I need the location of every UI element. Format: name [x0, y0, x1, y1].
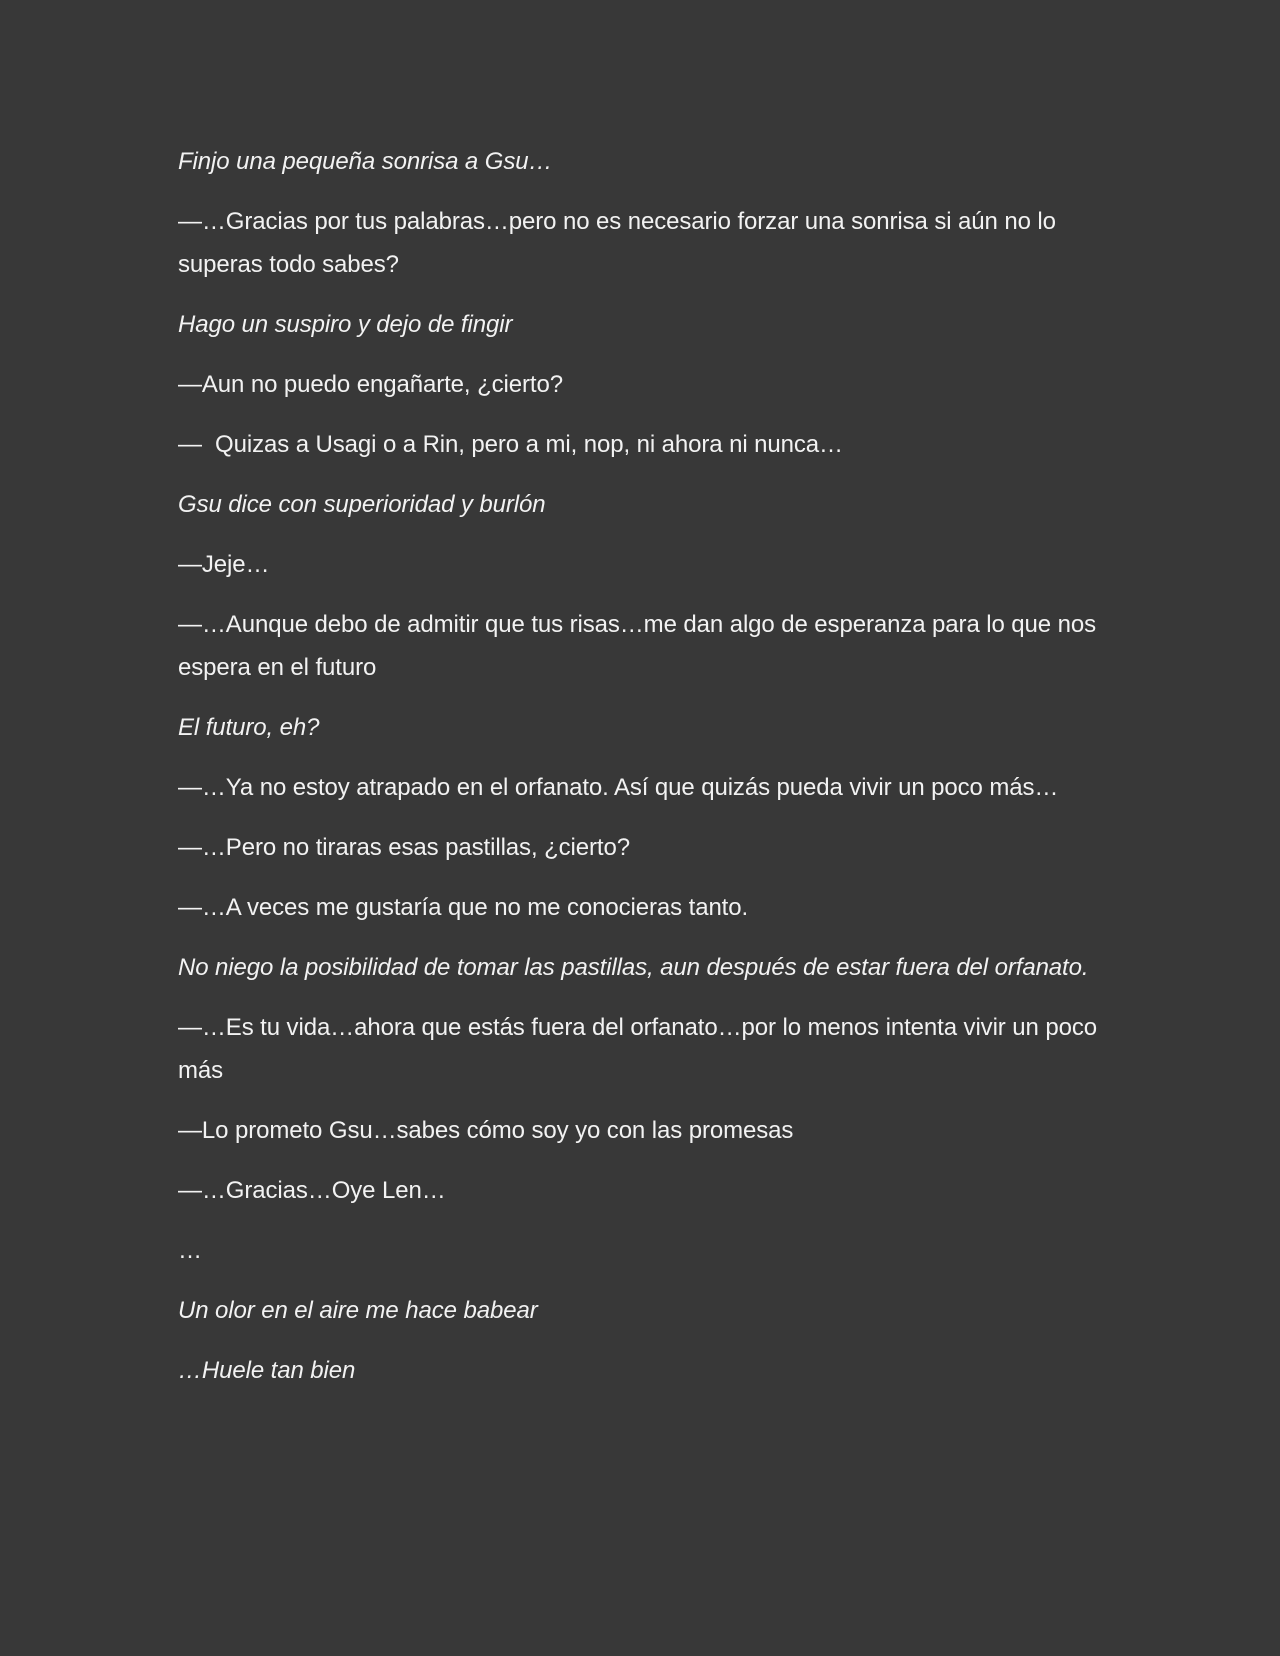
- narration-line: Finjo una pequeña sonrisa a Gsu…: [178, 148, 553, 175]
- dialogue-line: —Lo prometo Gsu…sabes cómo soy yo con las promesas: [178, 1117, 794, 1144]
- narration-line: El futuro, eh?: [178, 714, 320, 741]
- dialogue-line: — Quizas a Usagi o a Rin, pero a mi, nop, ni ahora ni nunca…: [178, 431, 843, 458]
- dialogue-line: —…Gracias por tus palabras…pero no es necesario forzar una sonrisa si aún no lo superas todo sabes?: [178, 208, 1063, 278]
- narration-line: Un olor en el aire me hace babear: [178, 1297, 538, 1324]
- narration-line: Gsu dice con superioridad y burlón: [178, 491, 546, 518]
- ellipsis-line: …: [178, 1237, 202, 1264]
- dialogue-line: —Jeje…: [178, 551, 270, 578]
- narration-line: …Huele tan bien: [178, 1357, 356, 1384]
- narration-line: No niego la posibilidad de tomar las pastillas, aun después de estar fuera del orfanato.: [178, 954, 1089, 981]
- dialogue-line: —…Es tu vida…ahora que estás fuera del orfanato…por lo menos intenta vivir un poco más: [178, 1014, 1104, 1084]
- dialogue-line: —…Ya no estoy atrapado en el orfanato. Así que quizás pueda vivir un poco más…: [178, 774, 1059, 801]
- dialogue-line: —…Pero no tiraras esas pastillas, ¿cierto?: [178, 834, 630, 861]
- dialogue-line: —…Gracias…Oye Len…: [178, 1177, 446, 1204]
- dialogue-line: —…A veces me gustaría que no me conocieras tanto.: [178, 894, 749, 921]
- dialogue-line: —Aun no puedo engañarte, ¿cierto?: [178, 371, 563, 398]
- dialogue-line: —…Aunque debo de admitir que tus risas…me dan algo de esperanza para lo que nos espera en el futuro: [178, 611, 1103, 681]
- narration-line: Hago un suspiro y dejo de fingir: [178, 311, 513, 338]
